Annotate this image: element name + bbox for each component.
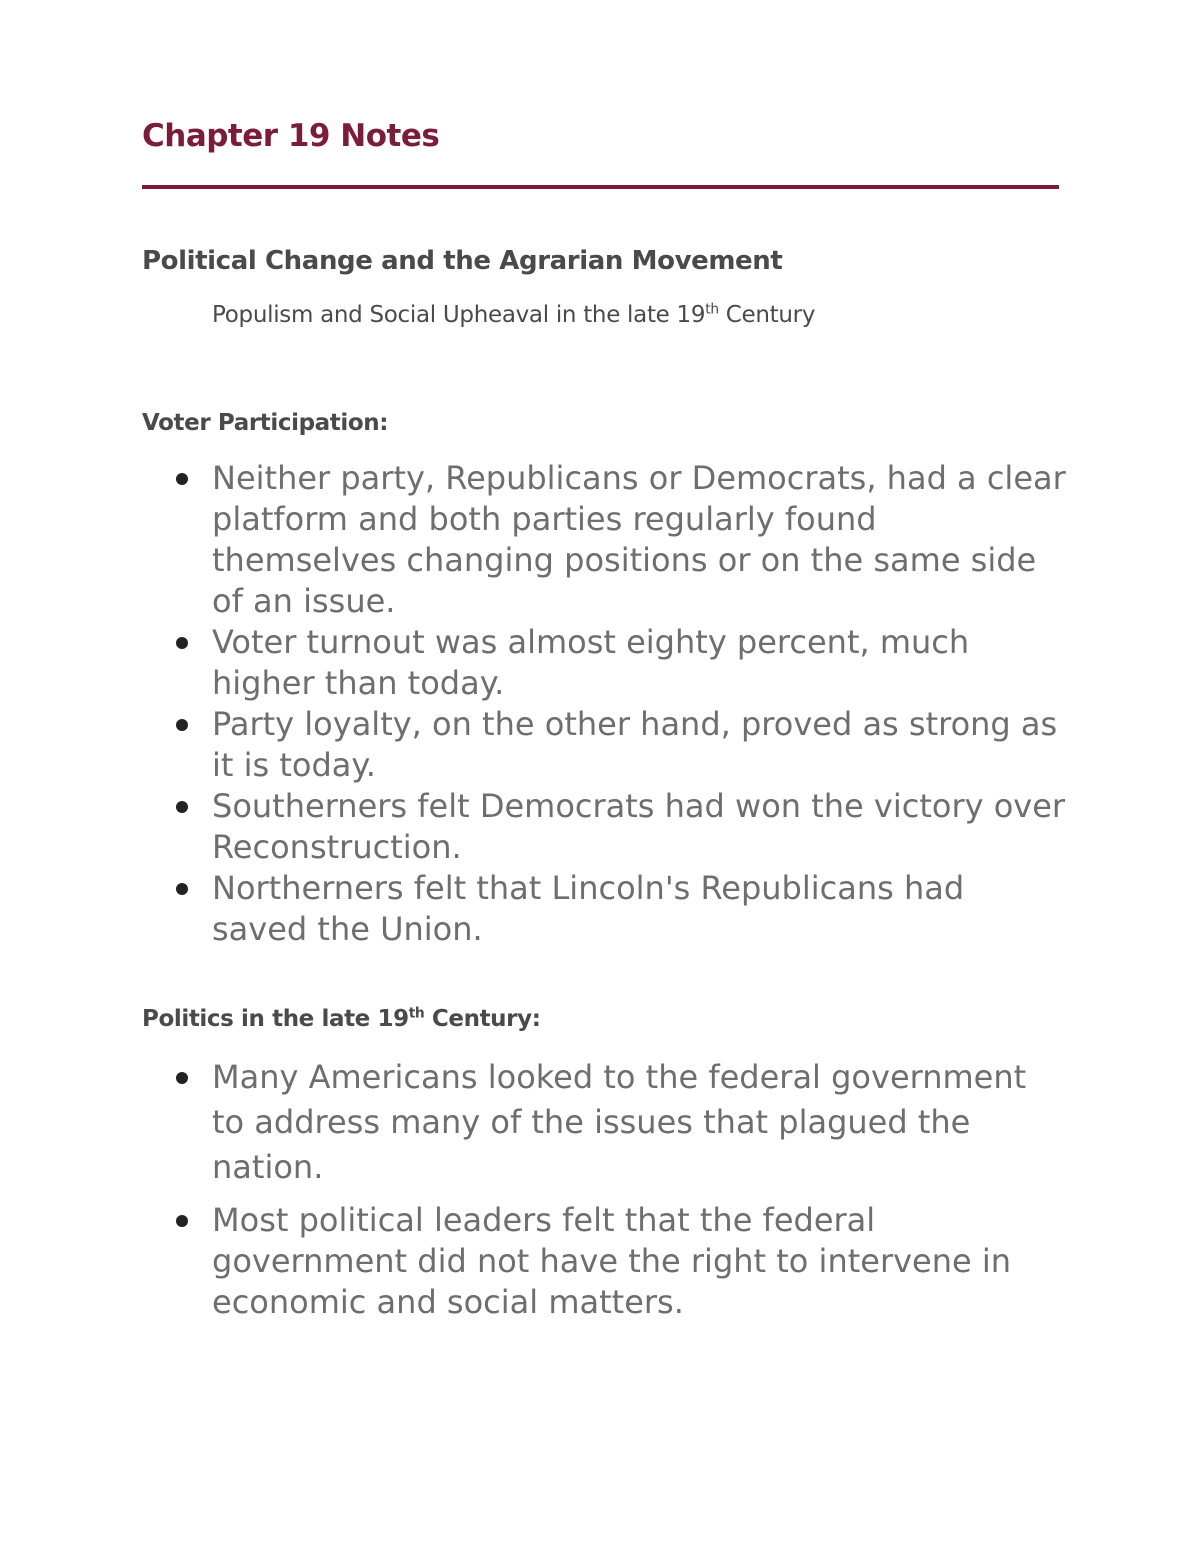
bullet-dot-icon <box>176 473 188 485</box>
bullet-dot-icon <box>176 801 188 813</box>
bullet-dot-icon <box>176 1215 188 1227</box>
list-item <box>166 1055 1066 1190</box>
politics-heading-superscript: th <box>408 1005 425 1022</box>
bullet-dot-icon <box>176 1072 188 1084</box>
subtitle <box>212 302 815 328</box>
list-item-text: Party loyalty, on the other hand, proved as strong as it is today. <box>212 705 1058 784</box>
list-item-text: Many Americans looked to the federal government to address many of the issues that plagued the nation. <box>212 1058 1027 1186</box>
politics-heading-text: Politics in the late 19 <box>142 1006 409 1032</box>
subtitle-superscript: th <box>705 301 719 318</box>
list-item <box>166 458 1066 622</box>
section-heading-voter-participation: Voter Participation: <box>142 410 389 436</box>
voter-participation-list <box>166 458 1066 950</box>
politics-list <box>166 1055 1066 1323</box>
list-item <box>166 622 1066 704</box>
subtitle-text: Populism and Social Upheaval in the late 19 <box>212 302 706 328</box>
list-item-text: Voter turnout was almost eighty percent, much higher than today. <box>212 623 970 702</box>
list-item-text: Southerners felt Democrats had won the victory over Reconstruction. <box>212 787 1066 866</box>
page-title: Chapter 19 Notes <box>142 118 440 154</box>
list-item-text: Northerners felt that Lincoln's Republicans had saved the Union. <box>212 869 965 948</box>
bullet-dot-icon <box>176 883 188 895</box>
title-divider <box>142 185 1059 189</box>
list-item <box>166 868 1066 950</box>
main-heading: Political Change and the Agrarian Movement <box>142 246 783 276</box>
subtitle-text-end: Century <box>718 302 816 328</box>
list-item <box>166 704 1066 786</box>
section-heading-politics <box>142 1006 541 1032</box>
bullet-dot-icon <box>176 637 188 649</box>
politics-heading-text-end: Century: <box>424 1006 541 1032</box>
list-item-text: Most political leaders felt that the federal government did not have the right to intervene in economic and social matters. <box>212 1201 1012 1321</box>
list-item-text: Neither party, Republicans or Democrats, had a clear platform and both parties regularly found themselves changing positions or on the same side of an issue. <box>212 459 1066 620</box>
list-item <box>166 1200 1066 1323</box>
list-item <box>166 786 1066 868</box>
bullet-dot-icon <box>176 719 188 731</box>
